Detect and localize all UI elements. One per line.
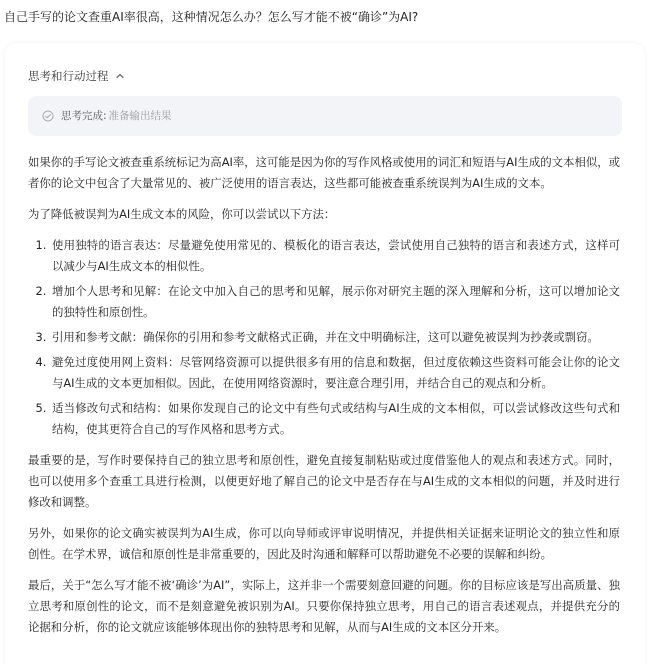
- chevron-up-icon: [115, 71, 125, 81]
- answer-paragraph: 为了降低被误判为AI生成文本的风险，你可以尝试以下方法：: [28, 207, 336, 221]
- list-item: 5. 适当修改句式和结构：如果你发现自己的论文中有些句式或结构与AI生成的文本相似，可以尝试修改这些句式和结构，使其更符合自己的写作风格和思考方式。: [50, 398, 620, 440]
- status-label: 思考完成:: [61, 110, 107, 122]
- answer-paragraph: 另外，如果你的论文确实被误判为AI生成，你可以向导师或评审说明情况，并提供相关证据来证明论文的独立性和原创性。在学术界，诚信和原创性是非常重要的，因此及时沟通和解释可以帮助避免不必要的误解和纠纷。: [28, 526, 620, 561]
- answer-paragraph: 如果你的手写论文被查重系统标记为高AI率，这可能是因为你的写作风格或使用的词汇和短语与AI生成的文本相似，或者你的论文中包含了大量常见的、被广泛使用的语言表达，这些都可能被查重系统误判为AI生成的文本。: [28, 155, 620, 190]
- answer-content: [28, 152, 620, 648]
- list-item: 4. 避免过度使用网上资料：尽管网络资源可以提供很多有用的信息和数据，但过度依赖这些资料可能会让你的论文与AI生成的文本更加相似。因此，在使用网络资源时，要注意合理引用，并结合自己的观点和分析。: [50, 352, 620, 394]
- answer-paragraph: 最后，关于“怎么写才能不被‘确诊’为AI”，实际上，这并非一个需要刻意回避的问题。你的目标应该是写出高质量、独立思考和原创性的论文，而不是刻意避免被识别为AI。只要你保持独立思考，用自己的语言表述观点，并提供充分的论据和分析，你的论文就应该能够体现出你的独特思考和见解，从而与AI生成的文本区分开来。: [28, 578, 620, 634]
- list-item: 2. 增加个人思考和见解：在论文中加入自己的思考和见解，展示你对研究主题的深入理解和分析，这可以增加论文的独特性和原创性。: [50, 281, 620, 323]
- check-circle-icon: [42, 110, 54, 122]
- thinking-toggle-label: 思考和行动过程: [28, 69, 109, 83]
- thinking-process-toggle[interactable]: [28, 68, 125, 84]
- method-list: [28, 235, 620, 440]
- list-item: 1. 使用独特的语言表达：尽量避免使用常见的、模板化的语言表达，尝试使用自己独特的语言和表述方式，这样可以减少与AI生成文本的相似性。: [50, 235, 620, 277]
- status-detail: 准备输出结果: [108, 110, 172, 122]
- thinking-status: [42, 108, 172, 124]
- list-item: 3. 引用和参考文献：确保你的引用和参考文献格式正确，并在文中明确标注，这可以避免被误判为抄袭或剽窃。: [50, 327, 620, 348]
- user-question: 自己手写的论文查重AI率很高，这种情况怎么办？怎么写才能不被“确诊”为AI?: [4, 10, 419, 24]
- thinking-panel: [28, 96, 622, 136]
- answer-paragraph: 最重要的是，写作时要保持自己的独立思考和原创性，避免直接复制粘贴或过度借鉴他人的观点和表述方式。同时，也可以使用多个查重工具进行检测，以便更好地了解自己的论文中是否存在与AI生成的文本相似的问题，并及时进行修改和调整。: [28, 453, 620, 509]
